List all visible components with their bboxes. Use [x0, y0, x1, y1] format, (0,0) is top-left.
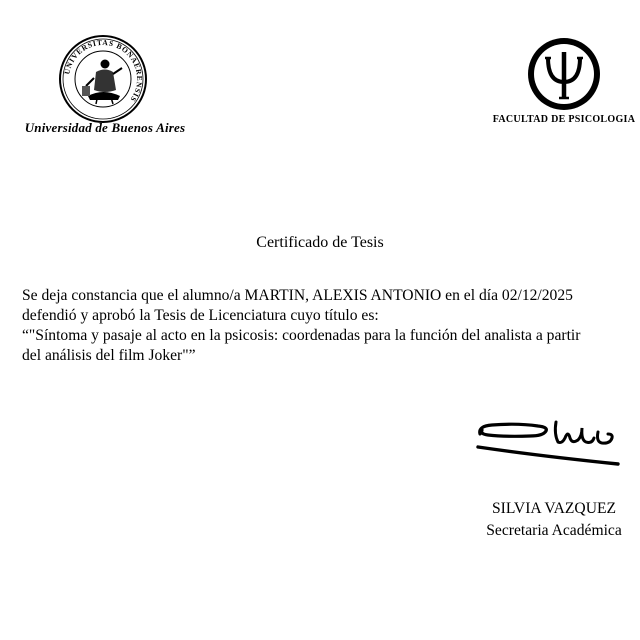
faculty-caption: FACULTAD DE PSICOLOGIA: [492, 114, 636, 125]
certificate-title: Certificado de Tesis: [256, 234, 384, 251]
uba-seal-icon: [58, 34, 148, 124]
body-line: Se deja constancia que el alumno/a MARTIN, ALEXIS ANTONIO en el día 02/12/2025: [22, 287, 573, 304]
signer-role: Secretaria Académica: [486, 522, 622, 539]
body-line: del análisis del film Joker"”: [22, 347, 196, 364]
certificate-body: [22, 286, 632, 366]
faculty-logo: [488, 36, 640, 136]
body-line: defendió y aprobó la Tesis de Licenciatura cuyo título es:: [22, 307, 379, 324]
body-line: “"Síntoma y pasaje al acto en la psicosis: coordenadas para la función del analista a partir: [22, 327, 581, 344]
signature-icon: [470, 410, 640, 480]
signer-name: SILVIA VAZQUEZ: [491, 500, 617, 517]
uba-caption: Universidad de Buenos Aires: [24, 120, 186, 135]
uba-logo: [20, 34, 190, 144]
signer-block: [470, 498, 638, 542]
uba-seal-text: UNIVERSITAS BONAERENSIS: [62, 37, 145, 104]
psi-icon: [526, 36, 602, 112]
